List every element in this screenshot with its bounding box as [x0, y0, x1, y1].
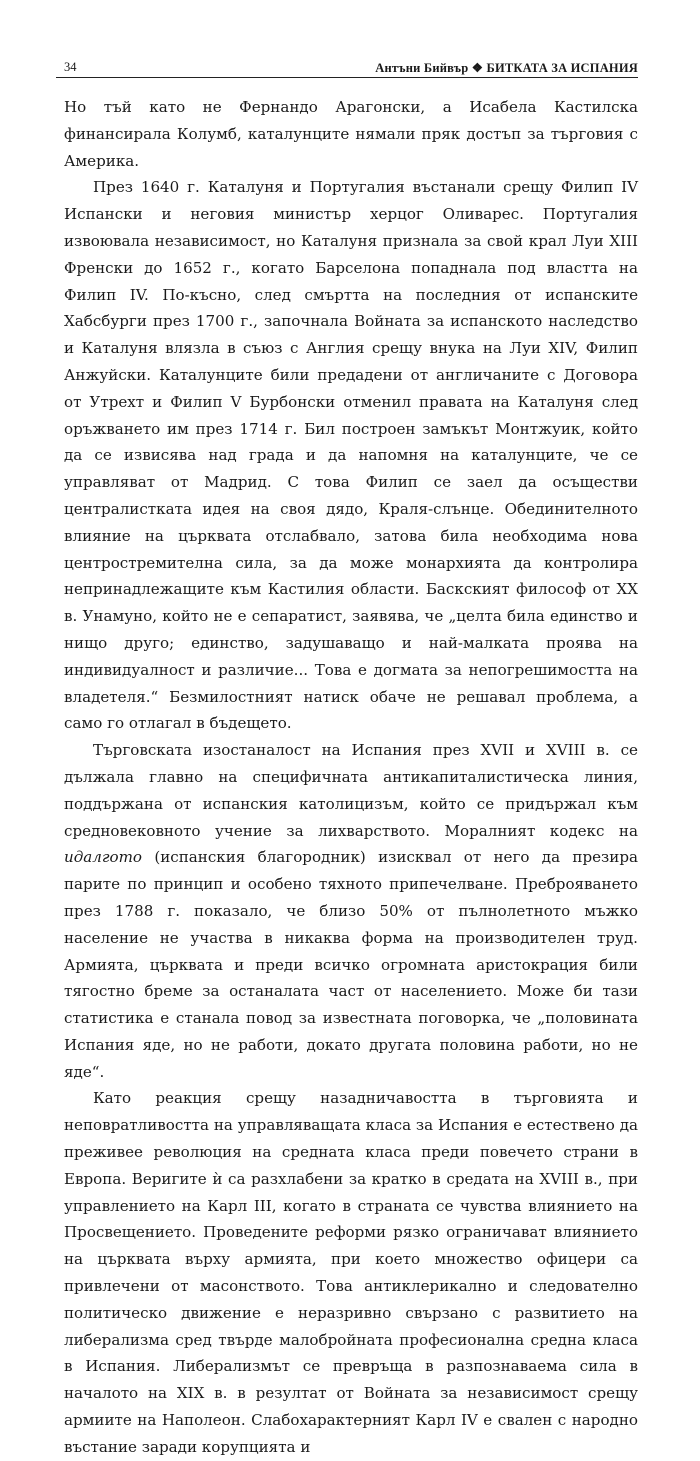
author-name: Антъни Бийвър	[375, 61, 469, 75]
paragraph-3-italic-term: идалгото	[64, 848, 143, 867]
paragraph-1: Но тъй като не Фернандо Арагонски, а Исабела Кастилска финансирала Колумб, каталунците нямали пряк достъп за търговия с Америка.	[64, 98, 638, 170]
paragraph-4: Като реакция срещу назадничавостта в търговията и неповратливостта на управляващата класа за Испания е естествено да преживее революция на средната класа преди повечето страни в Европа. Веригите ѝ са разхлабени за кратко в средата на XVIII в., при управлението на Карл III, когато в страната се чувства влиянието на Просвещението. Проведените реформи рязко ограничават влиянието на църквата върху армията, при което множество офицери са привлечени от масонството. Това антиклерикално и следователно политическо движение е неразривно свързано с развитието на либерализма сред твърде малобройната професионална средна класа в Испания. Либерализмът се превръща в разпознаваема сила в началото на XIX в. в резултат от Войната за независимост срещу армиите на Наполеон. Слабохарактерният Карл IV е свален с народно въстание заради корупцията и	[64, 1089, 638, 1456]
paragraph-3-text-before: Търговската изостаналост на Испания през XVII и XVIII в. се дължала главно на специфичната антикапиталистическа линия, поддържана от испанския католицизъм, който се придържал към средновековното учение за лихварството. Моралният кодекс на	[64, 741, 638, 840]
page-number: 34	[64, 60, 77, 74]
page-body	[64, 94, 638, 1461]
paragraph-3	[64, 737, 638, 1085]
ornament-icon: ❖	[471, 61, 484, 75]
book-title: БИТКАТА ЗА ИСПАНИЯ	[486, 61, 638, 75]
running-head	[375, 60, 638, 76]
paragraph-3-text-after: (испанския благородник) изисквал от него да презира парите по принцип и особено тяхното припечелване. Преброяването през 1788 г. показало, че близо 50% от пълнолетното мъжко население не участва в никаква форма на производителен труд. Армията, църквата и преди всичко огромната аристокрация били тягостно бреме за останалата част от населението. Може би тази статистика е станала повод за известната поговорка, че „половината Испания яде, но не работи, докато другата половина работи, но не яде“.	[64, 848, 638, 1081]
paragraph-2: През 1640 г. Каталуня и Португалия въстанали срещу Филип IV Испански и неговия министър херцог Оливарес. Португалия извоювала независимост, но Каталуня признала за свой крал Луи XIII Френски до 1652 г., когато Барселона попаднала под властта на Филип IV. По-късно, след смъртта на последния от испанските Хабсбурги през 1700 г., започнала Войната за испанското наследство и Каталуня влязла в съюз с Англия срещу внука на Луи XIV, Филип Анжуйски. Каталунците били предадени от англичаните с Договора от Утрехт и Филип V Бурбонски отменил правата на Каталуня след оръжването им през 1714 г. Бил построен замъкът Монтжуик, който да се извисява над града и да напомня на каталунците, че се управляват от Мадрид. С това Филип се заел да осъществи централистката идея на своя дядо, Краля-слънце. Обединителното влияние на църквата отслабвало, затова била необходима нова центростремителна сила, за да може монархията да контролира непринадлежащите към Кастилия области. Баскският философ от XX в. Унамуно, който не е сепаратист, заявява, че „целта била единство и нищо друго; единство, задушаващо и най-малката проява на индивидуалност и различие... Това е догмата за непогрешимостта на владетеля.“ Безмилостният натиск обаче не решавал проблема, а само го отлагал в бъдещето.	[64, 178, 638, 733]
page-header	[56, 56, 638, 78]
header-rule	[56, 77, 638, 78]
